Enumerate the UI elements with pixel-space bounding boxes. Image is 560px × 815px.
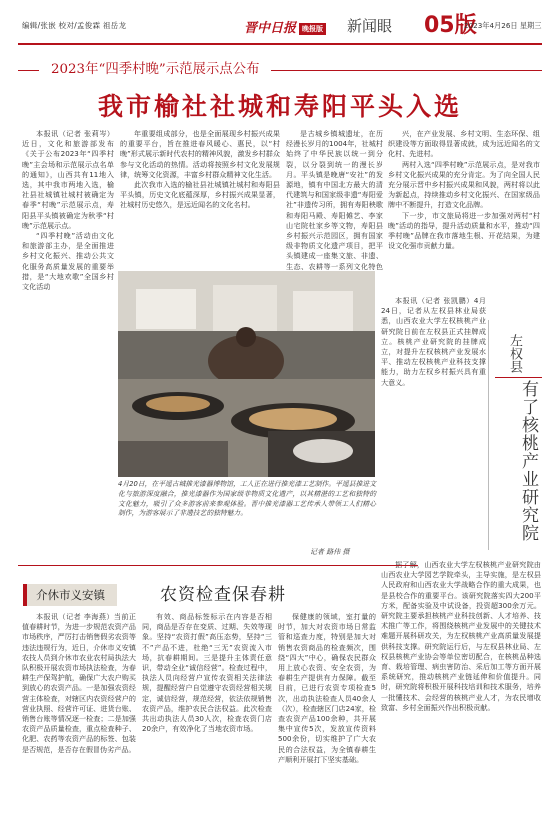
story2-title-rule [495, 377, 542, 378]
story2-lead [381, 296, 486, 556]
masthead-editors: 编辑/张嵌 校对/孟俊霖 祖岳龙 [22, 21, 127, 30]
story1-col3-p1: 是古城乡镇城遗址，在历经漫长岁月的1004年，社城村始终了中华民族以统一到分裂，以分裂到统一的漫长岁月。平头镇是晚唐“安社”的发源地，镇有中国北方最大的清代建筑与和国家级非遗“寿阳爱社”非遗传习所，拥有寿阳秧歌和寿阳马殿、寿阳傩艺、李家山宅院杜家乡等文物，寿阳县乡村振兴示范园区，拥有国家级非物质文化遗产项目，把平头镇建成一座集文旅、非遗、生态、农耕等一系列文化特色 [286, 129, 383, 271]
story1-column-1 [22, 129, 114, 469]
news-photo [118, 271, 375, 477]
section-title: 新闻眼 [347, 17, 393, 35]
edition-badge: 晚报版 [299, 23, 326, 35]
story3-col2-text: 有效、商品标签标示在内容是否相同，商品是否存在变质、过期、失效等现象。坚持“农资打假”高压态势，坚持“三不”产品不进，杜绝“三无”农资流入市场，抗春耕期间。三是提升主体责任意识，带动全业“诚信经营”。检查过程中，执法人员向经营户宣传农资相关法律法规，提醒经营户自觉遵守农资经营相关规定，诚信经营，规范经营，依法依规销售农资产品，维护农民合法权益。此次检查共出动执法人员30人次，检查农资门店20余户，有效净化了当地农资市场。 [142, 612, 272, 734]
story2-divider [488, 320, 489, 550]
story3-column-3 [278, 612, 376, 808]
story3-headline: 农资检查保春耕 [160, 585, 286, 605]
story1-col4-p3: 下一步，市文旅局将进一步加强对两村“村晚”活动的指导，提升活动质量和水平，推动“四季村晚”品牌在我市落地生根、开花结果，为建设文化强市贡献力量。 [388, 210, 540, 251]
story3-col3-text: 保健康的领域，室打量的时节，加大对农资市场日常监管和巡查力度，特别是加大对销售农资商品的检查频次，围绕“四大”中心，确保农民群众用上放心农资、安全农资，为春耕生产提供有力保障。截至目前，已进行农资专项检查5次，出动执法检查人员40余人（次），检查辖区门店24家，检查农资产品100余种，共开展集中宣传5次，发放宣传资料500余份，切实维护了广大农民的合法权益，为全镇春耕生产顺利开展打下坚实基础。 [278, 612, 376, 764]
photo-illustration [118, 271, 375, 477]
story2-lead-text: 本报讯（记者 张凯鹏）4月24日，记者从左权县林业局获悉，山西农业大学左权核桃产业研究院日前在左权县正式挂牌成立。核桃产业研究院的挂牌成立，对提升左权核桃产业发展水平、推动左权核桃产业科技支撑能力，助力左权乡村振兴具有重大意义。 [381, 296, 486, 387]
story1-col4-p1: 兴，在产业发展、乡村文明、生态环保、组织建设等方面取得显著成就，成为远近闻名的文化村、先进村。 [388, 129, 540, 159]
page-number: 05版 [424, 13, 477, 38]
story3-top-rule [18, 565, 418, 566]
story3-col1-text: 本报讯（记者 李海燕）当前正值春耕时节，为进一步规范农资产品市场秩序，严厉打击销售假劣农资等违法违规行为，近日，介休市义安镇农技人员到介休市农业农村局执法大队积极开展农资市场执法检查，为春耕生产保驾护航，确保广大农户购买到放心的农资产品。一是加强农资经营主体检查，对辖区内农资经营户的营业执照、经营许可证、进货台账、销售台账等情况逐一检查；二是加强农资产品质量检查，重点检查种子、化肥、农药等农资产品的标签、包装是否规范，是否存在假冒伪劣产品。 [22, 612, 136, 754]
paper-name: 晋中日报 [244, 21, 297, 36]
story2-region-label: 左权县 [507, 334, 522, 373]
story1-col2-p2: 此次我市入选的榆社县社城镇社城村和寿阳县平头镇，历史文化底蕴深厚，乡村振兴成果显著，社城村历史悠久，是远近闻名的文化名村。 [120, 180, 280, 210]
story1-col2-p1: 年重要组成部分，也是全面展现乡村振兴成果的重要平台，旨在推进春风暖心、惠民，以“村晚”形式展示新时代农村的精神风貌，激发乡村群众参与文化活动的热情。活动将按照乡村文化发展规律，统筹文化资源，丰富乡村群众精神文化生活。 [120, 129, 280, 179]
story3-column-2 [142, 612, 272, 808]
story1-column-3 [286, 129, 383, 271]
story1-col1-p2: “四季村晚”活动由文化和旅游部主办，是全面推进乡村文化振兴、推动公共文化服务高质量发展的重要举措，是“大地欢歌”全国乡村文化活动 [22, 231, 114, 292]
story2-headline: 有了核桃产业研究院 [518, 380, 538, 542]
issue-date: 2023年4月26日 星期三 [464, 21, 542, 30]
story2-body-text: 据了解，山西农业大学左权核桃产业研究院由山西农业大学园艺学院牵头，主导实施，是左权县人民政府和山西农业大学战略合作的重大成果，也是县校合作的重要平台。该研究院落实四大200平方米，配备实验及中试设备，投资超300余万元。研究院主要承担核桃产业科技创新、人才培养、技术推广等工作，将围绕核桃产业发展中的关键技术难题开展科研攻关，为左权核桃产业高质量发展提供科技支撑。研究院运行后，与左权县林业局、左权县核桃产业协会等单位密切配合，在核桃品种选育、栽培管理、病虫害防治、采后加工等方面开展系统研究，推动核桃产业链延伸和价值提升。同时，研究院将积极开展科技培训和技术服务，培养一批懂技术、会经营的核桃产业人才，为农民增收致富、乡村全面振兴作出积极贡献。 [381, 560, 541, 712]
photo-caption: 4月20日，在平遥古城推光漆器博物馆，工人正在进行推光漆工艺制作。平遥县推进文化与旅游深度融合，推光漆器作为国家级非物质文化遗产，以其精湛的工艺和独特的文化魅力，吸引了众多游客前来参观体验。晋中推光漆器工艺传承人带领工人们精心制作，为游客展示了非遗技艺的独特魅力。 [118, 480, 376, 518]
story1-headline: 我市榆社社城和寿阳平头入选 [97, 92, 462, 121]
story1-column-2 [120, 129, 280, 267]
story1-kicker: 2023年“四季村晚”示范展示点公布 [39, 59, 271, 81]
masthead-rule [18, 43, 542, 45]
story1-col1-p1: 本报讯（记者 张莉岑）近日，文化和旅游部发布《关于公布2023年“四季村晚”主会场和示范展示点名单的通知》，山西共有11地入选，其中我市两地入选，榆社县社城镇社城村被确定为春季“村晚”示范展示点，寿阳县平头镇被确定为秋季“村晚”示范展示点。 [22, 129, 114, 230]
story3-kicker: 介休市义安镇 [23, 584, 117, 606]
photo-credit: 记者 路伟 摄 [310, 548, 350, 556]
story2-body [381, 560, 541, 808]
story3-column-1 [22, 612, 136, 808]
story1-column-4 [388, 129, 540, 294]
paper-logo [244, 17, 326, 36]
story1-kicker-band [18, 59, 542, 81]
story1-col4-p2: 两村入选“四季村晚”示范展示点，是对我市乡村文化振兴成果的充分肯定。为了向全国人民充分展示晋中乡村振兴成果和风貌，两村将以此为新起点，持续推动乡村文化振兴、在国家级品牌中不断提升，打造文化品牌。 [388, 159, 540, 210]
